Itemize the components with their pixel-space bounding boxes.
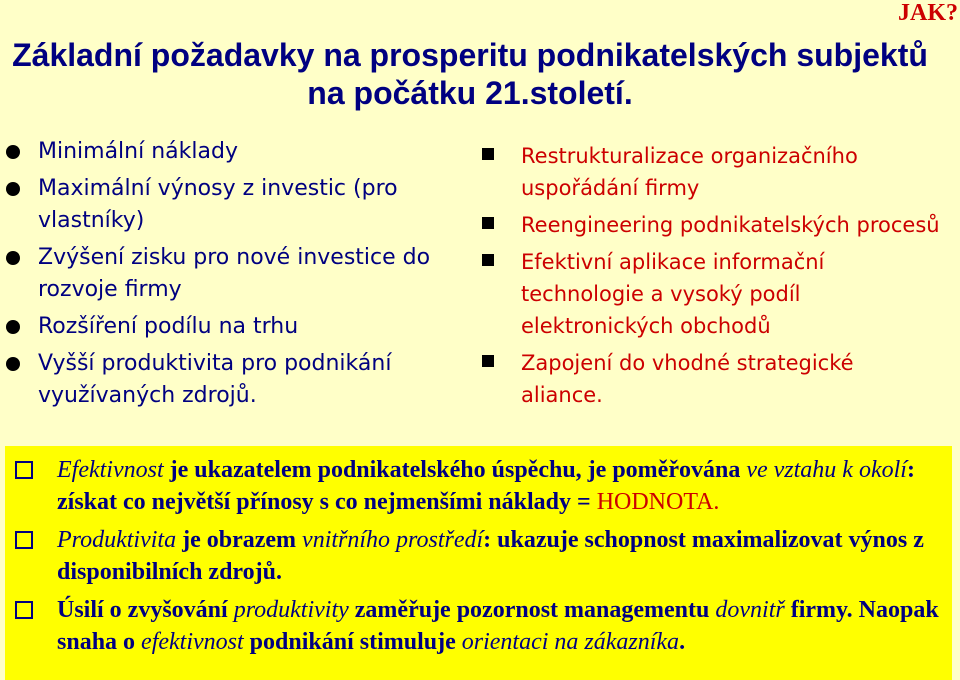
list-item: Reengineering podnikatelských procesů <box>480 209 940 241</box>
bullet-dot-icon <box>6 320 20 334</box>
checkbox-bullet-icon <box>15 531 33 549</box>
list-item: Restrukturalizace organizačního uspořádání firmy <box>480 140 940 204</box>
bullet-square-icon <box>482 254 494 266</box>
list-item: Rozšíření podílu na trhu <box>6 311 446 343</box>
page-title <box>0 36 940 112</box>
bullet-dot-icon <box>6 251 20 265</box>
checkbox-bullet-icon <box>15 601 33 619</box>
definition-usili: Úsilí o zvyšování produktivity zaměřuje pozornost managementu dovnitř firmy. Naopak snaha o efektivnost podnikání stimuluje orientaci na zákazníka. <box>5 594 952 658</box>
measures-list <box>480 140 940 416</box>
corner-label: JAK? <box>898 0 958 26</box>
title-line-1: Základní požadavky na prosperitu podnikatelských subjektů <box>12 37 928 73</box>
list-item: Zapojení do vhodné strategické aliance. <box>480 347 940 411</box>
bullet-dot-icon <box>6 182 20 196</box>
bullet-dot-icon <box>6 357 20 371</box>
definitions-box <box>5 446 952 680</box>
bullet-square-icon <box>482 355 494 367</box>
bullet-square-icon <box>482 148 494 160</box>
requirements-list <box>6 136 446 417</box>
definition-efektivnost: Efektivnost je ukazatelem podnikatelského úspěchu, je poměřována ve vztahu k okolí: získat co největší přínosy s co nejmenšími náklady = HODNOTA. <box>5 454 952 518</box>
list-item: Efektivní aplikace informační technologie a vysoký podíl elektronických obchodů <box>480 246 940 342</box>
title-line-2: na počátku 21.století. <box>307 75 633 111</box>
checkbox-bullet-icon <box>15 461 33 479</box>
list-item: Minimální náklady <box>6 136 446 168</box>
list-item: Zvýšení zisku pro nové investice do rozvoje firmy <box>6 242 446 306</box>
list-item: Vyšší produktivita pro podnikání využívaných zdrojů. <box>6 348 446 412</box>
bullet-dot-icon <box>6 145 20 159</box>
list-item: Maximální výnosy z investic (pro vlastníky) <box>6 173 446 237</box>
bullet-square-icon <box>482 217 494 229</box>
definition-produktivita: Produktivita je obrazem vnitřního prostředí: ukazuje schopnost maximalizovat výnos z disponibilních zdrojů. <box>5 524 952 588</box>
